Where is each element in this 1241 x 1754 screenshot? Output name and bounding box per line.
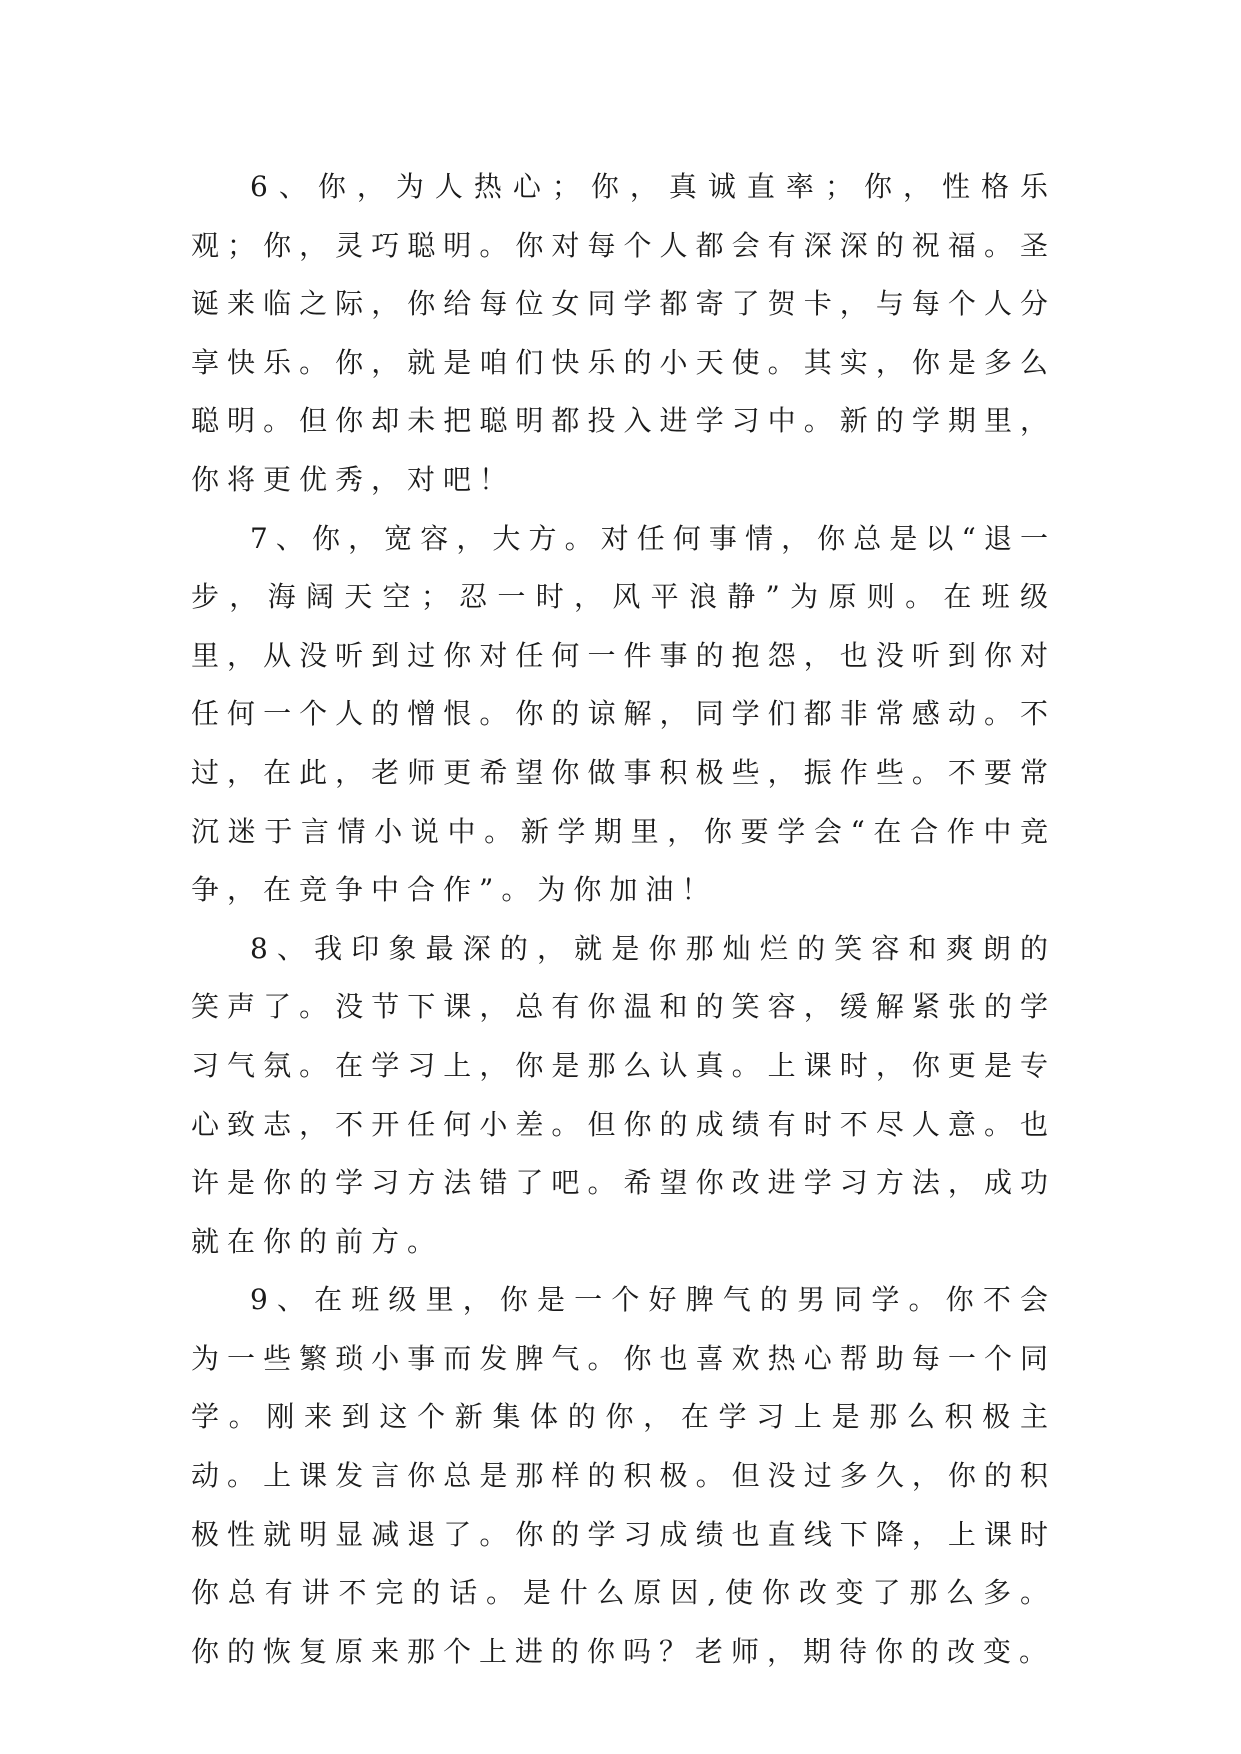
comment-paragraph-6: 6、你，为人热心；你，真诚直率；你，性格乐观；你，灵巧聪明。你对每个人都会有深深的祝福。圣诞来临之际，你给每位女同学都寄了贺卡，与每个人分享快乐。你，就是咱们快乐的小天使。其实，你是多么聪明。但你却未把聪明都投入进学习中。新的学期里，你将更优秀，对吧！ xyxy=(191,170,1056,496)
comment-paragraph-8: 8、我印象最深的，就是你那灿烂的笑容和爽朗的笑声了。没节下课，总有你温和的笑容，缓解紧张的学习气氛。在学习上，你是那么认真。上课时，你更是专心致志，不开任何小差。但你的成绩有时不尽人意。也许是你的学习方法错了吧。希望你改进学习方法，成功就在你的前方。 xyxy=(191,931,1056,1258)
comment-paragraph-9: 9、在班级里，你是一个好脾气的男同学。你不会为一些繁琐小事而发脾气。你也喜欢热心帮助每一个同学。刚来到这个新集体的你，在学习上是那么积极主动。上课发言你总是那样的积极。但没过多久，你的积极性就明显减退了。你的学习成绩也直线下降，上课时你总有讲不完的话。是什么原因,使你改变了那么多。你的恢复原来那个上进的你吗？老师，期待你的改变。 xyxy=(191,1283,1056,1668)
comment-paragraph-7: 7、你，宽容，大方。对任何事情，你总是以“退一步，海阔天空；忍一时，风平浪静”为原则。在班级里，从没听到过你对任何一件事的抱怨，也没听到你对任何一个人的憎恨。你的谅解，同学们都非常感动。不过，在此，老师更希望你做事积极些，振作些。不要常沉迷于言情小说中。新学期里，你要学会“在合作中竞争，在竞争中合作”。为你加油！ xyxy=(191,521,1056,907)
document-body xyxy=(191,158,1056,1681)
